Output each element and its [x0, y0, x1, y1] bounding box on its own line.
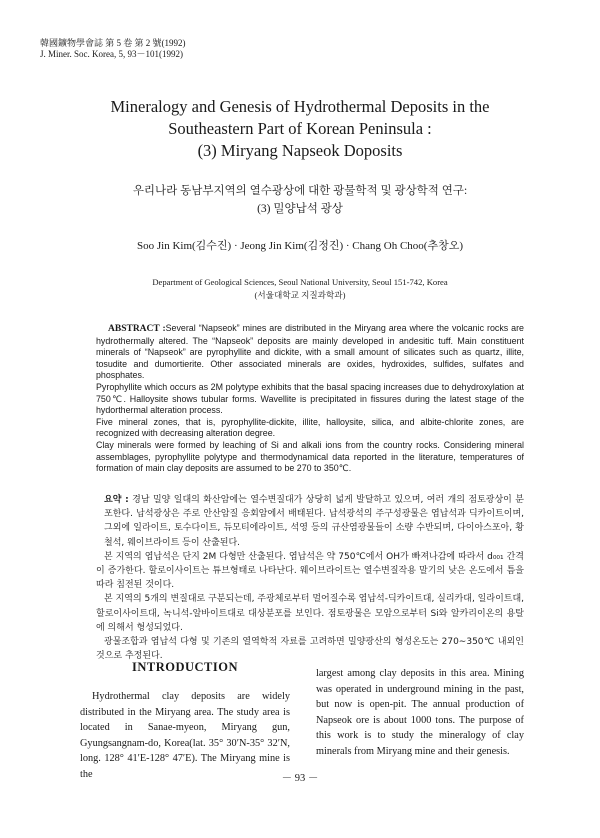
- korean-title-line-1: 우리나라 동남부지역의 열수광상에 대한 광물학적 및 광상학적 연구:: [132, 185, 468, 197]
- abstract-paragraph-2: Pyrophyllite which occurs as 2M polytype exhibits that the basal spacing increases due to dehydroxylation at 750℃. Halloysite shows tubular forms. Wavellite is precipitated in fissures during the latest stage of the hydorthermal alteration process.: [96, 381, 524, 416]
- paper-title: [40, 96, 560, 162]
- page-number: － 93 －: [281, 773, 319, 784]
- korean-abstract-paragraph-4: 광물조합과 엽납석 다형 및 기존의 열역학적 자료를 고려하면 밀양광산의 형성온도는 270∼350℃ 내외인 것으로 추정된다.: [96, 637, 524, 662]
- korean-abstract-label: 요약 :: [104, 495, 129, 505]
- title-line-1: Mineralogy and Genesis of Hydrothermal Deposits in the: [110, 97, 490, 116]
- introduction-right-text: largest among clay deposits in this area. Mining was operated in underground mining in the past, but now is open-pit. The annual production of Napseok ore is about 1000 tons. The purpose of this work is to study the mineralogy of clay minerals from Miryang mine and their genesis.: [316, 668, 524, 757]
- journal-korean-citation: 韓國鑛物學會誌 第 5 卷 第 2 號(1992): [40, 38, 186, 48]
- abstract-text-1: Several “Napseok” mines are distributed in the Miryang area where the volcanic rocks are hydrothermally altered. The “Napseok” deposits are mainly developed in andesitic tuff. Main constituent minerals of “Napseok” are pyrophyllite and dickite, with a small amount of silicates such as quartz, illite, tosudite and dumortierite. Other associated minerals are oxides, hydroxides, sulfides, sulfates and phosphates.: [96, 323, 524, 381]
- korean-abstract-paragraph-2: 본 지역의 엽납석은 단지 2M 다형만 산출된다. 엽납석은 약 750℃에서 OH가 빠져나감에 따라서 d₀₀₁ 간격이 증가한다. 할로이사이트는 튜브형태로 나타난다. 웨이브라이트는 열수변질작용 말기의 낮은 온도에서 틈을 따라 침전된 것이다.: [96, 551, 524, 591]
- introduction-heading: INTRODUCTION: [131, 660, 238, 674]
- affiliation-english: Department of Geological Sciences, Seoul National University, Seoul 151-742, Korea: [152, 277, 448, 287]
- journal-english-citation: J. Miner. Soc. Korea, 5, 93－101(1992): [40, 49, 183, 59]
- right-column: [316, 666, 524, 760]
- korean-title-line-2: (3) 밀양납석 광상: [257, 203, 343, 215]
- korean-abstract-text-1: 경남 밀양 일대의 화산암에는 열수변질대가 상당히 넓게 발달하고 있으며, 여러 개의 점토광상이 분포한다. 납석광상은 주로 안산암질 응회암에서 배태된다. 납석광석의 주구성광물은 엽납석과 딕카이트이며, 그외에 일라이트, 토수다이트, 듀모티에라이트, 석영 등의 규산염광물들이 소량 수반되며, 다이아스포아, 황철석, 웨이브라이트 등이 산출된다.: [104, 495, 524, 548]
- korean-abstract: [96, 493, 524, 663]
- author-list: Soo Jin Kim(김수진) · Jeong Jin Kim(김정진) · Chang Oh Choo(추창오): [136, 240, 463, 252]
- affiliation: [40, 276, 560, 302]
- english-abstract: [96, 323, 524, 475]
- korean-abstract-paragraph-3: 본 지역의 5개의 변질대로 구분되는데, 주광체로부터 멀어질수록 엽납석-딕카이트대, 실리카대, 일라이트대, 할로이사이트대, 녹니석-알바이트대로 대상분포를 보인다. 점토광물은 모암으로부터 Si와 알카리이온의 용탈에 의해서 형성되었다.: [96, 594, 525, 633]
- journal-citation: [40, 38, 186, 60]
- title-line-2: Southeastern Part of Korean Peninsula :: [168, 119, 432, 138]
- korean-abstract-paragraph-1: [96, 493, 524, 550]
- korean-title: [40, 182, 560, 218]
- affiliation-korean: (서울대학교 지질과학과): [254, 290, 346, 300]
- abstract-paragraph-3: Five mineral zones, that is, pyrophyllite-dickite, illite, halloysite, silica, and albite-chlorite zones, are recognized with decreasing alteration degree.: [96, 416, 524, 439]
- abstract-paragraph-1: [96, 323, 524, 382]
- title-line-3: (3) Miryang Napseok Doposits: [197, 141, 403, 160]
- left-column: [80, 660, 290, 783]
- introduction-left-text: Hydrothermal clay deposits are widely distributed in the Miryang area. The study area is located in Sanae-myeon, Miryang gun, Gyungsangnam-do, Korea(lat. 35° 30′N-35° 32′N, long. 128° 41′E-128° 47′E). The Miryang mine is the: [80, 691, 290, 780]
- abstract-label: ABSTRACT :: [108, 324, 166, 334]
- abstract-paragraph-4: Clay minerals were formed by leaching of Si and alkali ions from the country rocks. Considering mineral assemblages, pyrophyllite polytype and thermodynamical data reported in the literature, temperatures of formation of main clay deposits are assumed to be 270 to 350℃.: [96, 439, 524, 474]
